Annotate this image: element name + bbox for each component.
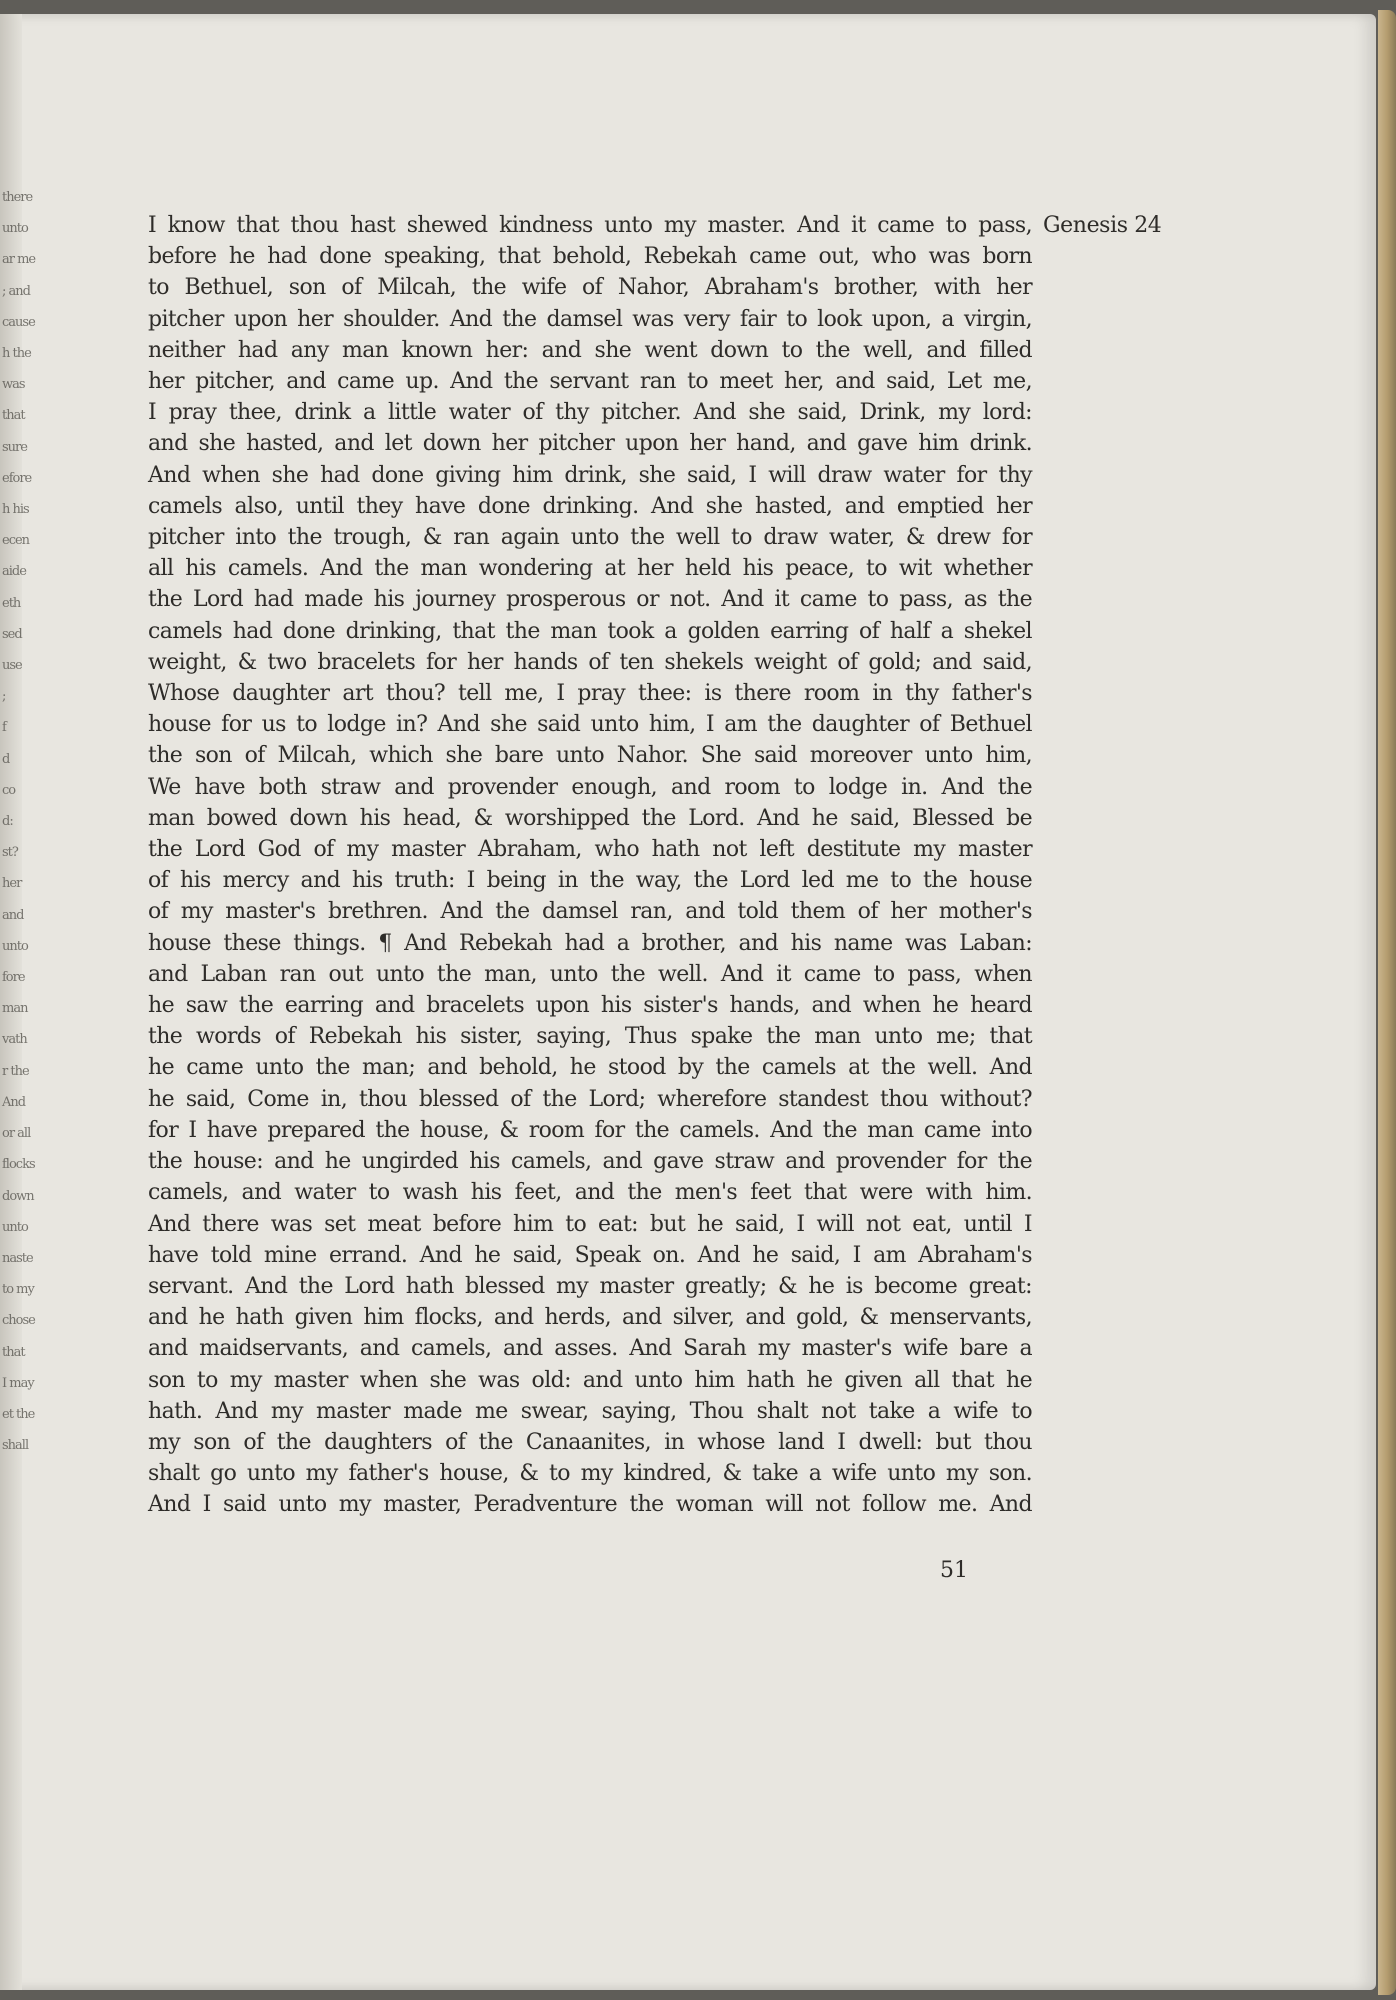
facing-page-fragment: that [2,1344,25,1360]
facing-page-fragment: st? [2,845,18,861]
text-line: I pray thee, drink a little water of thy pitcher. And she said, Drink, my lord: [148,400,1032,426]
text-line: my son of the daughters of the Canaanites, in whose land I dwell: but thou [148,1429,1032,1455]
text-line: have told mine errand. And he said, Speak on. And he said, I am Abraham's [148,1242,1032,1268]
text-line: And when she had done giving him drink, she said, I will draw water for thy [148,462,1032,488]
facing-page-fragment: and [2,907,24,923]
facing-page-fragment: vath [2,1032,27,1048]
text-line: neither had any man known her: and she went down to the well, and filled [148,337,1032,363]
page-edge [1378,10,1396,1995]
text-line: man bowed down his head, & worshipped the Lord. And he said, Blessed be [148,805,1032,831]
text-line: And I said unto my master, Peradventure the woman will not follow me. And [148,1492,1032,1518]
text-line: for I have prepared the house, & room for the camels. And the man came into [148,1117,1032,1143]
text-line: all his camels. And the man wondering at her held his peace, to wit whether [148,556,1032,582]
text-line: of his mercy and his truth: I being in the way, the Lord led me to the house [148,868,1032,894]
text-line: the son of Milcah, which she bare unto Nahor. She said moreover unto him, [148,743,1032,769]
facing-page-fragment: use [2,658,22,674]
text-line: camels also, until they have done drinking. And she hasted, and emptied her [148,493,1032,519]
facing-page-fragment: h his [2,502,29,518]
facing-page-fragment: et the [2,1406,35,1422]
text-line: weight, & two bracelets for her hands of ten shekels weight of gold; and said, [148,649,1032,675]
text-line: and he hath given him flocks, and herds, and silver, and gold, & menservants, [148,1305,1032,1331]
facing-page-text [2,182,36,1532]
facing-page-fragment: efore [2,470,32,486]
text-line: and Laban ran out unto the man, unto the well. And it came to pass, when [148,961,1032,987]
facing-page-fragment: unto [2,1219,28,1235]
text-line: shalt go unto my father's house, & to my kindred, & take a wife unto my son. [148,1461,1032,1487]
facing-page-fragment: ; [2,689,6,705]
facing-page-fragment: flocks [2,1157,35,1173]
text-line: hath. And my master made me swear, saying, Thou shalt not take a wife to [148,1398,1032,1424]
facing-page-fragment: unto [2,938,28,954]
facing-page-fragment: ecen [2,533,30,549]
running-head: Genesis 24 [1043,213,1162,238]
text-line: I know that thou hast shewed kindness unto my master. And it came to pass, [148,213,1032,238]
text-line: pitcher upon her shoulder. And the damsel was very fair to look upon, a virgin, [148,306,1032,332]
text-line: pitcher into the trough, & ran again unto the well to draw water, & drew for [148,525,1032,551]
facing-page-fragment: ; and [2,283,30,299]
facing-page-fragment: h the [2,346,31,362]
text-line: camels had done drinking, that the man took a golden earring of half a shekel [148,618,1032,644]
facing-page-fragment: cause [2,314,35,330]
facing-page-fragment: that [2,408,25,424]
text-line: the Lord God of my master Abraham, who hath not left destitute my master [148,837,1032,863]
facing-page-fragment: down [2,1188,34,1204]
body-text [148,210,1032,1521]
facing-page-fragment: shall [2,1438,29,1454]
facing-page-fragment: fore [2,970,25,986]
facing-page-fragment: I may [2,1375,34,1391]
text-line: he said, Come in, thou blessed of the Lord; wherefore standest thou without? [148,1086,1032,1112]
facing-page-fragment: d: [2,814,13,830]
facing-page-fragment: And [2,1094,26,1110]
text-line: he came unto the man; and behold, he stood by the camels at the well. And [148,1055,1032,1081]
facing-page-fragment: man [2,1001,28,1017]
facing-page-fragment: eth [2,595,21,611]
text-line: of my master's brethren. And the damsel ran, and told them of her mother's [148,899,1032,925]
facing-page-fragment: to my [2,1282,34,1298]
facing-page-fragment: there [2,190,33,205]
text-line: and maidservants, and camels, and asses. And Sarah my master's wife bare a [148,1336,1032,1362]
text-line: before he had done speaking, that behold, Rebekah came out, who was born [148,244,1032,270]
facing-page-fragment: d [2,751,10,767]
facing-page-fragment: chose [2,1313,35,1329]
facing-page-fragment: was [2,377,25,393]
facing-page-fragment: her [2,876,22,892]
text-line: house these things. ¶ And Rebekah had a brother, and his name was Laban: [148,930,1032,956]
text-line: the Lord had made his journey prosperous or not. And it came to pass, as the [148,587,1032,613]
page-number: 51 [940,1558,968,1583]
facing-page-fragment: or all [2,1126,31,1142]
text-line: he saw the earring and bracelets upon his sister's hands, and when he heard [148,993,1032,1019]
facing-page-fragment: unto [2,221,28,237]
text-line: Whose daughter art thou? tell me, I pray thee: is there room in thy father's [148,681,1032,707]
text-line: son to my master when she was old: and unto him hath he given all that he [148,1367,1032,1393]
text-line: and she hasted, and let down her pitcher upon her hand, and gave him drink. [148,431,1032,457]
facing-page-fragment: sed [2,626,22,642]
facing-page-fragment: naste [2,1250,33,1266]
text-line: And there was set meat before him to eat: but he said, I will not eat, until I [148,1211,1032,1237]
text-line: the words of Rebekah his sister, saying, Thus spake the man unto me; that [148,1024,1032,1050]
text-line: servant. And the Lord hath blessed my master greatly; & he is become great: [148,1273,1032,1299]
text-line: the house: and he ungirded his camels, and gave straw and provender for the [148,1149,1032,1175]
facing-page-fragment: r the [2,1063,29,1079]
facing-page-fragment: aide [2,564,26,580]
text-line: her pitcher, and came up. And the servant ran to meet her, and said, Let me, [148,369,1032,395]
text-line: camels, and water to wash his feet, and the men's feet that were with him. [148,1180,1032,1206]
text-line: house for us to lodge in? And she said unto him, I am the daughter of Bethuel [148,712,1032,738]
text-line: to Bethuel, son of Milcah, the wife of Nahor, Abraham's brother, with her [148,275,1032,301]
facing-page-fragment: f [2,720,6,736]
facing-page-fragment: ar me [2,252,36,268]
text-line: We have both straw and provender enough, and room to lodge in. And the [148,774,1032,800]
facing-page-fragment: co [2,782,16,798]
facing-page-fragment: sure [2,439,27,455]
book-page [0,14,1376,1990]
